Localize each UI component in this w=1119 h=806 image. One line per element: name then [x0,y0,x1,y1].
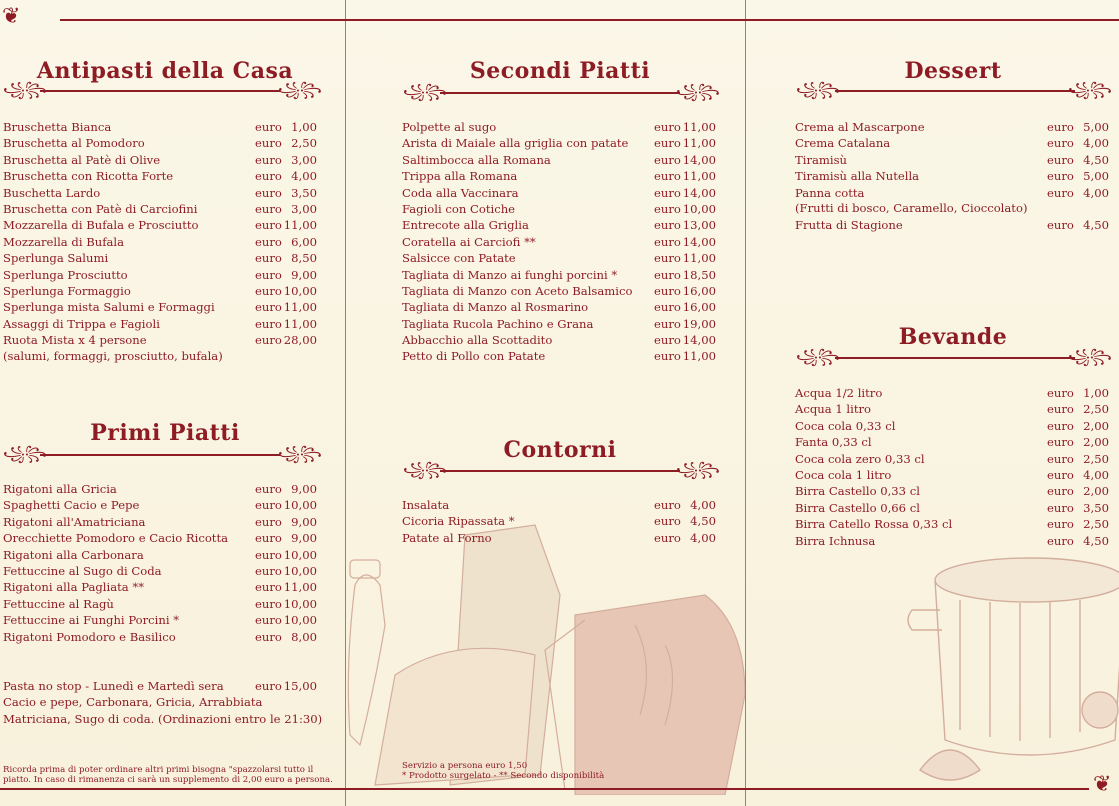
menu-item [402,332,720,348]
menu-item [795,516,1113,532]
menu-item-name: Cicoria Ripassata * [402,514,515,529]
menu-item-name: Sperlunga Salumi [3,251,109,266]
scroll-ornament-icon: ꧁꧂ [3,446,47,462]
menu-item-name: Fanta 0,33 cl [795,435,872,450]
menu-item-name: Tagliata di Manzo al Rosmarino [402,300,589,315]
menu-item-name: Saltimbocca alla Romana [402,152,551,167]
scroll-ornament-icon: ꧁꧂ [796,82,840,98]
currency-label: euro [1047,120,1074,134]
menu-item [402,201,720,217]
menu-item [3,299,321,315]
menu-item [3,497,321,513]
menu-item-name: Acqua 1/2 litro [795,386,883,400]
menu-item-name: Birra Catello Rossa 0,33 cl [795,517,953,532]
menu-item-name: Fettuccine ai Funghi Porcini * [3,613,180,628]
currency-label: euro [255,316,282,331]
menu-item-price: 2,50 [1083,451,1109,466]
section-rule [40,454,280,456]
menu-item [402,530,720,546]
menu-item-price: 14,00 [682,333,716,348]
menu-item-price: 4,00 [1083,467,1109,482]
menu-item [795,500,1113,516]
menu-item [402,513,720,529]
menu-item-price: 14,00 [682,152,716,167]
menu-item [3,316,321,332]
currency-label: euro [255,251,282,266]
currency-label: euro [1047,418,1074,433]
menu-item [3,152,321,168]
dessert-last-name: Frutta di Stagione [795,218,903,232]
menu-item-price: 10,00 [283,563,317,578]
menu-item-name: Bruschetta al Patè di Olive [3,152,161,167]
currency-label: euro [654,514,681,529]
menu-item-name: Trippa alla Romana [402,169,518,184]
menu-item-price: 2,50 [291,136,317,151]
menu-item-name: Rigatoni alla Carbonara [3,547,144,562]
menu-item [3,514,321,530]
currency-label: euro [255,234,282,249]
currency-label: euro [255,152,282,167]
menu-item-name: Coca cola 0,33 cl [795,418,896,433]
menu-item-price: 10,00 [682,201,716,216]
menu-item-price: 16,00 [682,300,716,315]
currency-label: euro [255,333,282,348]
secondi-title: Secondi Piatti [469,58,651,84]
menu-item-name: Rigatoni alla Pagliata ** [3,580,144,595]
antipasti-title: Antipasti della Casa [36,58,294,84]
menu-item-name: Buschetta Lardo [3,185,101,200]
menu-item [402,217,720,233]
contorni-title: Contorni [503,437,617,463]
currency-label: euro [1047,185,1074,200]
menu-item [795,483,1113,499]
bottom-border [0,788,1089,790]
primi-list [3,481,321,645]
menu-item [3,217,321,233]
menu-item [402,135,720,151]
menu-item-name: Fettuccine al Sugo di Coda [3,563,162,578]
currency-label: euro [255,596,282,611]
menu-item [3,547,321,563]
menu-item-price: 4,50 [1083,152,1109,167]
corner-ornament-icon: ❦ [2,4,21,29]
currency-label: euro [654,234,681,249]
section-rule [440,470,680,472]
section-rule [40,90,280,92]
menu-item-price: 8,50 [291,251,317,266]
menu-item-price: 28,00 [283,333,317,348]
menu-item [795,185,1113,201]
menu-item-price: 4,50 [1083,533,1109,548]
menu-item-name: Bruschetta Bianca [3,120,112,134]
menu-item-name: Bruschetta con Patè di Carciofini [3,201,198,216]
menu-item-price: 4,00 [1083,185,1109,200]
menu-item [795,451,1113,467]
menu-item-price: 16,00 [682,283,716,298]
menu-item-name: Fagioli con Cotiche [402,201,516,216]
currency-label: euro [1047,435,1074,450]
scroll-ornament-icon: ꧁꧂ [1068,349,1112,365]
currency-label: euro [1047,152,1074,167]
currency-label: euro [1047,218,1074,232]
currency-label: euro [1047,136,1074,151]
currency-label: euro [255,267,282,282]
menu-item-price: 19,00 [682,316,716,331]
menu-item [3,135,321,151]
menu-item-price: 14,00 [682,185,716,200]
menu-item-name: Insalata [402,498,450,512]
currency-label: euro [255,185,282,200]
currency-label: euro [654,136,681,151]
menu-item-name: Patate al Forno [402,530,492,545]
currency-label: euro [654,251,681,266]
menu-item [402,250,720,266]
menu-item-name: Sperlunga Formaggio [3,283,131,298]
menu-item-price: 9,00 [291,267,317,282]
menu-item-name: Panna cotta [795,185,865,200]
currency-label: euro [255,613,282,628]
menu-item-price: 10,00 [283,547,317,562]
menu-item-name: Spaghetti Cacio e Pepe [3,498,140,513]
scroll-ornament-icon: ꧁꧂ [403,462,447,478]
menu-item [3,579,321,595]
currency-label: euro [1047,517,1074,532]
primi-title: Primi Piatti [90,420,240,446]
section-rule [440,92,680,94]
currency-label: euro [654,218,681,233]
menu-item-name: Tagliata Rucola Pachino e Grana [402,316,594,331]
menu-item-price: 4,00 [690,530,716,545]
menu-item-name: Sperlunga mista Salumi e Formaggi [3,300,215,315]
menu-item [3,201,321,217]
menu-item-name: Salsicce con Patate [402,251,516,266]
menu-item [402,168,720,184]
menu-item-price: 3,00 [291,152,317,167]
menu-item-name: Tagliata di Manzo con Aceto Balsamico [402,283,633,298]
currency-label: euro [654,185,681,200]
menu-item-price: 14,00 [682,234,716,249]
fold-line-left [345,0,346,806]
menu-item-name: Acqua 1 litro [795,402,872,417]
menu-item-price: 18,50 [682,267,716,282]
menu-item [402,185,720,201]
top-border [60,19,1119,21]
menu-item [3,563,321,579]
menu-item [402,267,720,283]
pasta-no-stop-line: Cacio e pepe, Carbonara, Gricia, Arrabbiata [3,695,263,710]
dessert-title: Dessert [904,58,1002,84]
menu-item-price: 11,00 [682,120,716,134]
menu-item-name: Assaggi di Trippa e Fagioli [3,316,160,331]
menu-item [795,434,1113,450]
menu-item [795,533,1113,549]
menu-item-price: 11,00 [682,136,716,151]
menu-item-name: Coca cola 1 litro [795,467,892,482]
menu-item-name: Petto di Pollo con Patate [402,349,546,364]
menu-item-name: Rigatoni all'Amatriciana [3,514,146,529]
pasta-no-stop [3,678,321,727]
menu-item-name: Birra Castello 0,33 cl [795,484,920,499]
section-rule [835,90,1075,92]
menu-item [3,250,321,266]
currency-label: euro [255,136,282,151]
menu-item-name: Polpette al sugo [402,120,497,134]
scroll-ornament-icon: ꧁꧂ [278,82,322,98]
menu-item [3,119,321,135]
currency-label: euro [1047,500,1074,515]
menu-item [795,418,1113,434]
menu-item-price: 1,00 [1083,386,1109,400]
scroll-ornament-icon: ꧁꧂ [676,84,720,100]
menu-item-name: Mozzarella di Bufala e Prosciutto [3,218,199,233]
currency-label: euro [255,580,282,595]
menu-item-name: Coca cola zero 0,33 cl [795,451,925,466]
menu-item [3,267,321,283]
menu-item-price: 2,00 [1083,435,1109,450]
dessert-list [795,119,1113,201]
menu-item-price: 10,00 [283,596,317,611]
menu-item [402,497,720,513]
menu-item-name: Bruschetta con Ricotta Forte [3,169,174,184]
menu-item [402,152,720,168]
menu-item [795,401,1113,417]
menu-item-name: Abbacchio alla Scottadito [402,333,553,348]
menu-item [795,385,1113,401]
contorni-footnote: Servizio a persona euro 1,50 [402,761,528,771]
scroll-ornament-icon: ꧁꧂ [3,82,47,98]
bevande-list [795,385,1113,549]
dessert-last [795,217,1113,233]
menu-item [3,185,321,201]
menu-item [402,348,720,364]
menu-item-name: Rigatoni alla Gricia [3,482,117,496]
menu-item-name: Rigatoni Pomodoro e Basilico [3,629,176,644]
currency-label: euro [255,563,282,578]
cooking-pot-illustration [900,540,1119,806]
menu-item [3,481,321,497]
pasta-no-stop-name: Pasta no stop - Lunedì e Martedì sera [3,679,224,693]
currency-label: euro [1047,467,1074,482]
menu-item-name: Ruota Mista x 4 persone [3,333,147,348]
menu-item-price: 3,50 [291,185,317,200]
scroll-ornament-icon: ꧁꧂ [1068,82,1112,98]
currency-label: euro [1047,169,1074,184]
currency-label: euro [654,267,681,282]
currency-label: euro [255,283,282,298]
currency-label: euro [255,120,282,134]
menu-item-name: Tiramisù alla Nutella [795,169,920,184]
menu-item [3,612,321,628]
menu-item [402,316,720,332]
currency-label: euro [654,152,681,167]
currency-label: euro [654,120,681,134]
menu-item-price: 10,00 [283,613,317,628]
menu-item [3,234,321,250]
currency-label: euro [654,169,681,184]
currency-label: euro [255,300,282,315]
section-rule [835,357,1075,359]
currency-label: euro [255,531,282,546]
menu-item-price: 4,00 [690,498,716,512]
menu-item-price: 11,00 [682,251,716,266]
menu-item-name: Coda alla Vaccinara [402,185,519,200]
menu-item-name: Tiramisù [795,152,848,167]
primi-footnote: Ricorda prima di poter ordinare altri primi bisogna "spazzolarsi tutto il [3,765,314,775]
currency-label: euro [255,218,282,233]
menu-item-name: Entrecote alla Griglia [402,218,529,233]
menu-item [402,234,720,250]
menu-item-price: 2,50 [1083,517,1109,532]
menu-item [3,168,321,184]
currency-label: euro [255,547,282,562]
currency-label: euro [654,498,681,512]
menu-item-price: 9,00 [291,514,317,529]
menu-item-price: 4,00 [1083,136,1109,151]
menu-item [3,629,321,645]
menu-item-price: 5,00 [1083,169,1109,184]
menu-item [795,168,1113,184]
menu-item-price: 2,00 [1083,418,1109,433]
currency-label: euro [255,482,282,496]
scroll-ornament-icon: ꧁꧂ [676,462,720,478]
currency-label: euro [1047,386,1074,400]
menu-item-name: Birra Ichnusa [795,533,876,548]
menu-item-name: Birra Castello 0,66 cl [795,500,920,515]
menu-item-price: 6,00 [291,234,317,249]
menu-item-name: Crema Catalana [795,136,891,151]
currency-label: euro [255,498,282,513]
menu-item [3,283,321,299]
contorni-list [402,497,720,546]
currency-label: euro [1047,402,1074,417]
antipasti-list [3,119,321,348]
pasta-no-stop-line: Matriciana, Sugo di coda. (Ordinazioni entro le 21:30) [3,711,323,726]
currency-label: euro [255,201,282,216]
currency-label: euro [654,530,681,545]
dessert-last-price: 4,50 [1083,218,1109,232]
menu-item-name: Bruschetta al Pomodoro [3,136,145,151]
menu-item-price: 4,00 [291,169,317,184]
scroll-ornament-icon: ꧁꧂ [403,84,447,100]
menu-item-price: 2,50 [1083,402,1109,417]
corner-ornament-icon: ❦ [1093,772,1112,797]
currency-label: euro [654,283,681,298]
currency-label: euro [1047,451,1074,466]
currency-label: euro [255,679,282,693]
menu-item-price: 3,00 [291,201,317,216]
contorni-footnote: * Prodotto surgelato - ** Secondo disponibilità [402,771,605,781]
menu-item [402,283,720,299]
menu-item-price: 3,50 [1083,500,1109,515]
menu-item-name: Crema al Mascarpone [795,120,925,134]
menu-item-name: Coratella ai Carciofi ** [402,234,536,249]
menu-item [3,530,321,546]
currency-label: euro [255,514,282,529]
currency-label: euro [654,333,681,348]
menu-item-price: 10,00 [283,283,317,298]
menu-item-name: Mozzarella di Bufala [3,234,125,249]
menu-item-price: 11,00 [283,580,317,595]
scroll-ornament-icon: ꧁꧂ [796,349,840,365]
primi-footnote: piatto. In caso di rimanenza ci sarà un supplemento di 2,00 euro a persona. [3,775,333,785]
menu-item-price: 9,00 [291,531,317,546]
bevande-title: Bevande [898,324,1008,350]
menu-item-price: 9,00 [291,482,317,496]
menu-item [402,119,720,135]
currency-label: euro [654,201,681,216]
currency-label: euro [1047,484,1074,499]
menu-item [795,467,1113,483]
menu-item-price: 5,00 [1083,120,1109,134]
menu-item [402,299,720,315]
menu-item-name: Orecchiette Pomodoro e Cacio Ricotta [3,531,229,546]
currency-label: euro [654,316,681,331]
currency-label: euro [255,629,282,644]
menu-item-name: Tagliata di Manzo ai funghi porcini * [402,267,618,282]
menu-item-price: 13,00 [682,218,716,233]
antipasti-note: (salumi, formaggi, prosciutto, bufala) [3,349,223,363]
currency-label: euro [1047,533,1074,548]
menu-item-price: 10,00 [283,498,317,513]
menu-item-name: Fettuccine al Ragù [3,596,114,611]
menu-item [795,119,1113,135]
pasta-no-stop-price: 15,00 [283,679,317,693]
dessert-note: (Frutti di bosco, Caramello, Cioccolato) [795,201,1028,215]
menu-item-price: 11,00 [283,218,317,233]
menu-item-price: 11,00 [283,316,317,331]
scroll-ornament-icon: ꧁꧂ [278,446,322,462]
menu-item [3,596,321,612]
menu-item [795,152,1113,168]
menu-item-name: Sperlunga Prosciutto [3,267,128,282]
menu-item-price: 11,00 [283,300,317,315]
currency-label: euro [654,349,681,364]
menu-item-price: 11,00 [682,169,716,184]
menu-item-price: 2,00 [1083,484,1109,499]
menu-item-price: 4,50 [690,514,716,529]
secondi-list [402,119,720,365]
menu-item-price: 11,00 [682,349,716,364]
menu-item-name: Arista di Maiale alla griglia con patate [402,136,629,151]
currency-label: euro [255,169,282,184]
currency-label: euro [654,300,681,315]
menu-item-price: 1,00 [291,120,317,134]
menu-item-price: 8,00 [291,629,317,644]
fold-line-right [745,0,746,806]
menu-item [3,332,321,348]
menu-item [795,135,1113,151]
